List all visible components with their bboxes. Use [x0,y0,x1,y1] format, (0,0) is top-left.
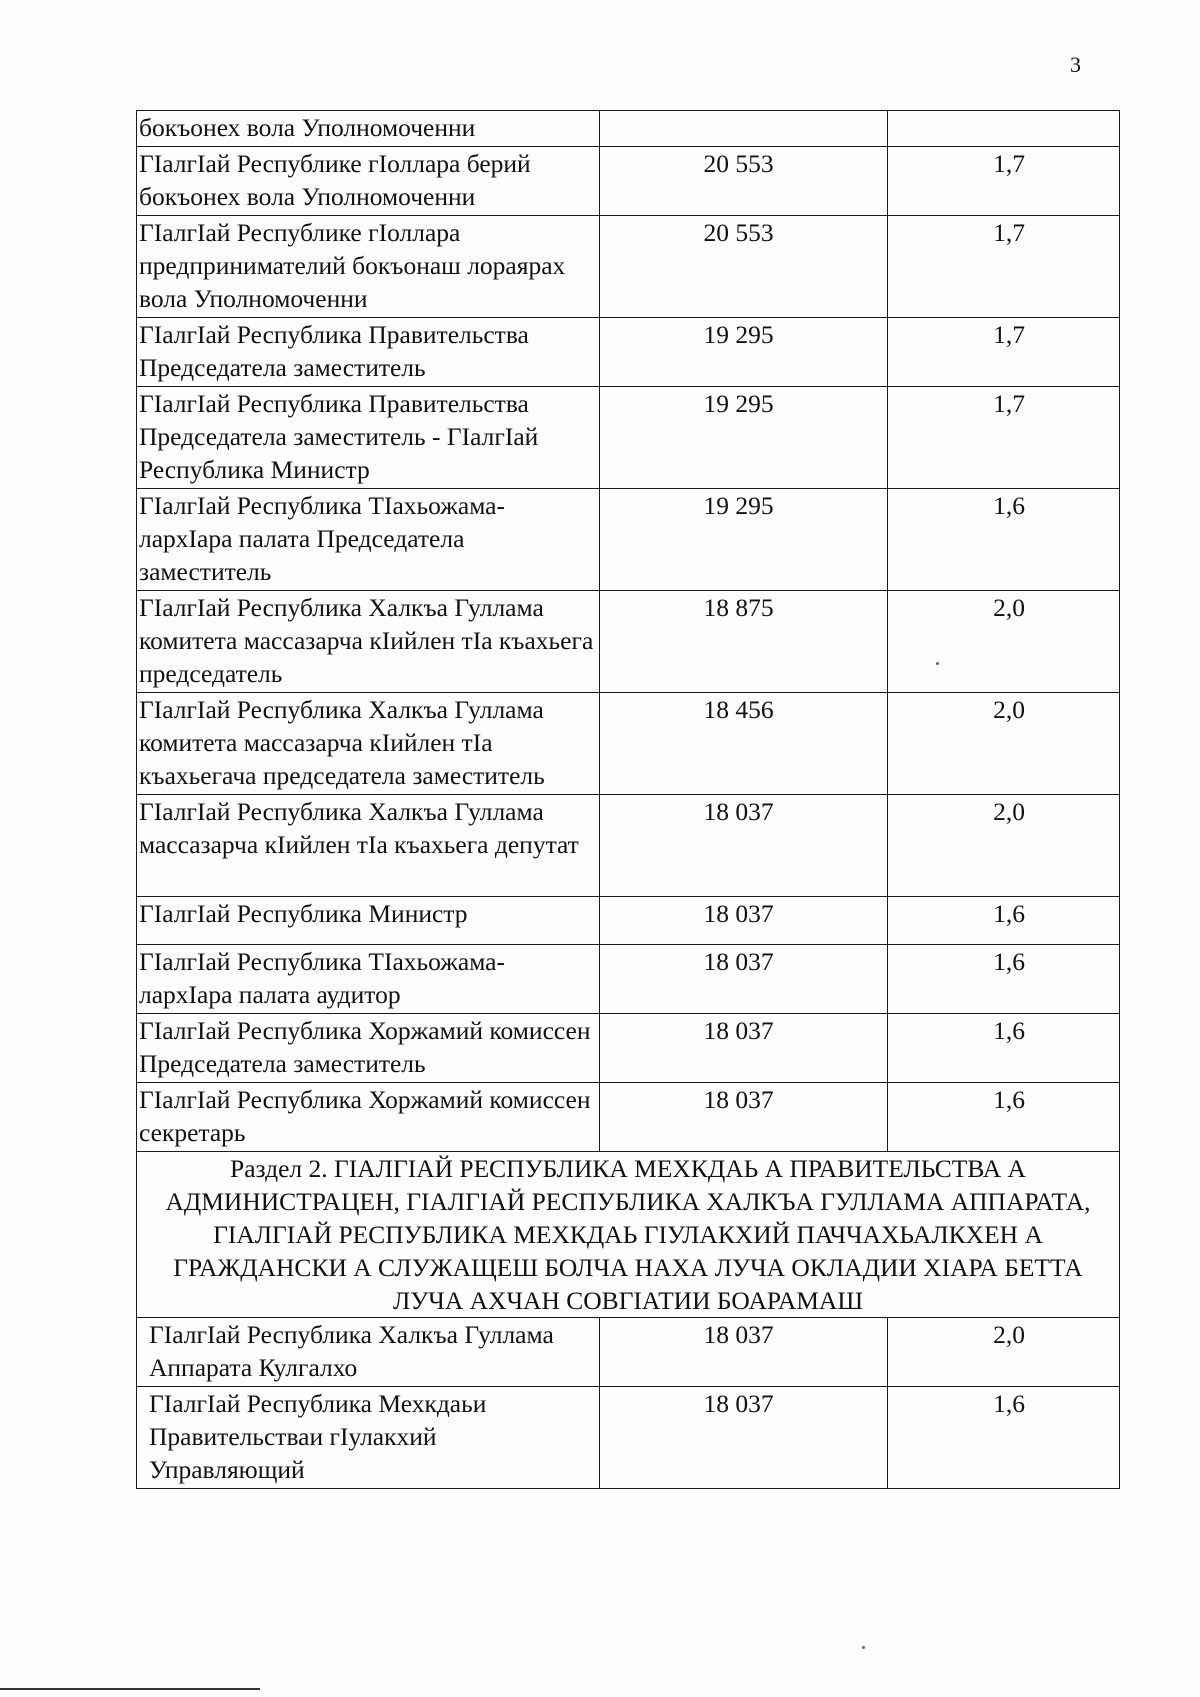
position-name-cell: ГІалгІай Республике гІоллара берий бокъонех вола Уполномоченни [137,147,600,216]
salary-cell [600,318,888,387]
position-name-cell: ГІалгІай Республика Халкъа Гуллама комитета массазарча кІийлен тІа къахьега председатель [137,591,600,693]
salary-value: 20 553 [703,149,774,178]
table-row [137,318,1120,387]
salary-cell [600,147,888,216]
salary-cell [600,1083,888,1152]
coefficient-cell: 1,7 [888,216,1120,318]
table-row [137,489,1120,591]
table-row [137,1387,1120,1489]
coefficient-cell: 1,6 [888,1387,1120,1489]
table-row [137,693,1120,795]
scan-speck [862,1646,865,1649]
salary-value: 18 875 [703,593,774,622]
coefficient-cell: 1,6 [888,1014,1120,1083]
salary-cell [600,489,888,591]
table-row [137,945,1120,1014]
section-row [137,1152,1120,1318]
salary-value: 18 037 [703,1016,774,1045]
coefficient-cell: 2,0 [888,591,1120,693]
coefficient-cell: 1,6 [888,897,1120,945]
position-name-cell: ГІалгІай Республика ТІахьожама-лархІара палата Председатела заместитель [137,489,600,591]
salary-value: 19 295 [703,320,774,349]
table-row [137,147,1120,216]
table-row [137,1318,1120,1387]
position-name-cell: ГІалгІай Республика Министр [137,897,600,945]
position-name-cell: ГІалгІай Республика Хоржамий комиссен Председатела заместитель [137,1014,600,1083]
salary-cell [600,897,888,945]
table-row [137,795,1120,897]
salary-value: 19 295 [703,389,774,418]
page-number: 3 [1070,52,1081,77]
coefficient-cell: 2,0 [888,1318,1120,1387]
position-name-cell: ГІалгІай Республика Халкъа Гуллама массазарча кІийлен тІа къахьега депутат [137,795,600,897]
coefficient-cell: 1,7 [888,318,1120,387]
salary-cell [600,216,888,318]
position-name-cell: ГІалгІай Республика Халкъа Гуллама Аппарата Кулгалхо [137,1318,600,1387]
coefficient-cell: 1,6 [888,489,1120,591]
salary-value: 18 037 [703,1389,774,1418]
salary-cell [600,1318,888,1387]
table-row [137,1083,1120,1152]
salary-cell [600,1014,888,1083]
position-name-cell: ГІалгІай Республика Правительства Председатела заместитель - ГІалгІай Республика Министр [137,387,600,489]
position-name-cell: ГІалгІай Республика Правительства Председатела заместитель [137,318,600,387]
salary-cell [600,1387,888,1489]
scan-edge-line [0,1688,260,1690]
salary-cell [600,795,888,897]
coefficient-cell: 1,7 [888,387,1120,489]
table-row [137,1014,1120,1083]
table-row [137,111,1120,147]
position-name-cell: ГІалгІай Республика ТІахьожама-лархІара палата аудитор [137,945,600,1014]
salary-value: 18 037 [703,899,774,928]
salary-cell [600,945,888,1014]
table-row [137,897,1120,945]
table-row [137,216,1120,318]
salary-value: 18 037 [703,797,774,826]
coefficient-cell: 1,6 [888,1083,1120,1152]
position-name-cell: ГІалгІай Республика Халкъа Гуллама комитета массазарча кІийлен тІа къахьегача председатела заместитель [137,693,600,795]
section-heading: Раздел 2. ГІАЛГІАЙ РЕСПУБЛИКА МЕХКДАЬ А ПРАВИТЕЛЬСТВА А АДМИНИСТРАЦЕН, ГІАЛГІАЙ РЕСПУБЛИКА ХАЛКЪА ГУЛЛАМА АППАРАТА, ГІАЛГІАЙ РЕСПУБЛИКА МЕХКДАЬ ГІУЛАКХИЙ ПАЧЧАХЬАЛКХЕН А ГРАЖДАНСКИ А СЛУЖАЩЕШ БОЛЧА НАХА ЛУЧА ОКЛАДИИ ХІАРА БЕТТА ЛУЧА АХЧАН СОВГІАТИИ БОАРАМАШ [137,1152,1120,1318]
coefficient-cell: 1,7 [888,147,1120,216]
coefficient-cell [888,111,1120,147]
salary-value: 18 037 [703,1085,774,1114]
salary-value: 18 037 [703,947,774,976]
coefficient-cell: 2,0 [888,795,1120,897]
table-row [137,591,1120,693]
coefficient-cell: 2,0 [888,693,1120,795]
table-row [137,387,1120,489]
scan-speck [936,662,939,665]
salary-cell [600,591,888,693]
position-name-cell: ГІалгІай Республика Хоржамий комиссен секретарь [137,1083,600,1152]
salary-table [136,110,1120,1489]
salary-cell [600,387,888,489]
salary-value: 18 456 [703,695,774,724]
salary-value: 19 295 [703,491,774,520]
position-name-cell: бокъонех вола Уполномоченни [137,111,600,147]
salary-value: 18 037 [703,1320,774,1349]
position-name-cell: ГІалгІай Республика Мехкдаьи Правительстваи гІулакхий Управляющий [137,1387,600,1489]
salary-cell [600,111,888,147]
coefficient-cell: 1,6 [888,945,1120,1014]
position-name-cell: ГІалгІай Республике гІоллара предпринимателий бокъонаш лораярах вола Уполномоченни [137,216,600,318]
salary-value: 20 553 [703,218,774,247]
salary-cell [600,693,888,795]
